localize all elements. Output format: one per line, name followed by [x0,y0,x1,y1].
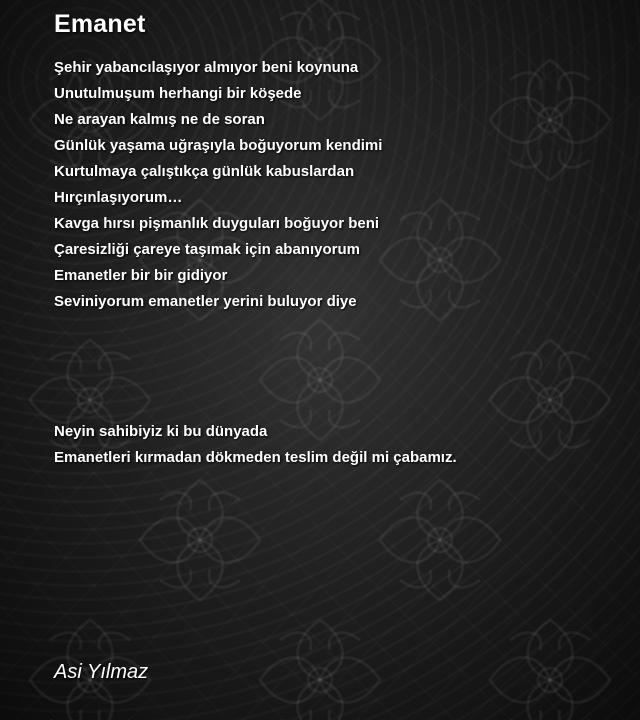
poem-line: Unutulmuşum herhangi bir köşede [54,85,302,102]
poem-line: Şehir yabancılaşıyor almıyor beni koynuna [54,59,359,76]
poem-line: Neyin sahibiyiz ki bu dünyada [54,423,268,440]
poem-line: Günlük yaşama uğraşıyla boğuyorum kendimi [54,137,383,154]
poem-body [54,55,614,471]
poem-line: Seviniyorum emanetler yerini buluyor diye [54,293,357,310]
poem-blank-line [54,367,614,393]
poem-line: Hırçınlaşıyorum… [54,189,183,206]
poem-line: Çaresizliği çareye taşımak için abanıyorum [54,241,360,258]
poem-line: Emanetler bir bir gidiyor [54,267,228,284]
poem-title: Emanet [54,10,146,38]
poem-author: Asi Yılmaz [54,661,149,683]
poem-line: Kurtulmaya çalıştıkça günlük kabuslardan [54,163,355,180]
poem-line: Ne arayan kalmış ne de soran [54,111,265,128]
poem-line: Emanetleri kırmadan dökmeden teslim değil mi çabamız. [54,449,457,466]
poem-blank-line [54,393,614,419]
poem-blank-line [54,341,614,367]
poem-blank-line [54,315,614,341]
poem-line: Kavga hırsı pişmanlık duyguları boğuyor beni [54,215,380,232]
